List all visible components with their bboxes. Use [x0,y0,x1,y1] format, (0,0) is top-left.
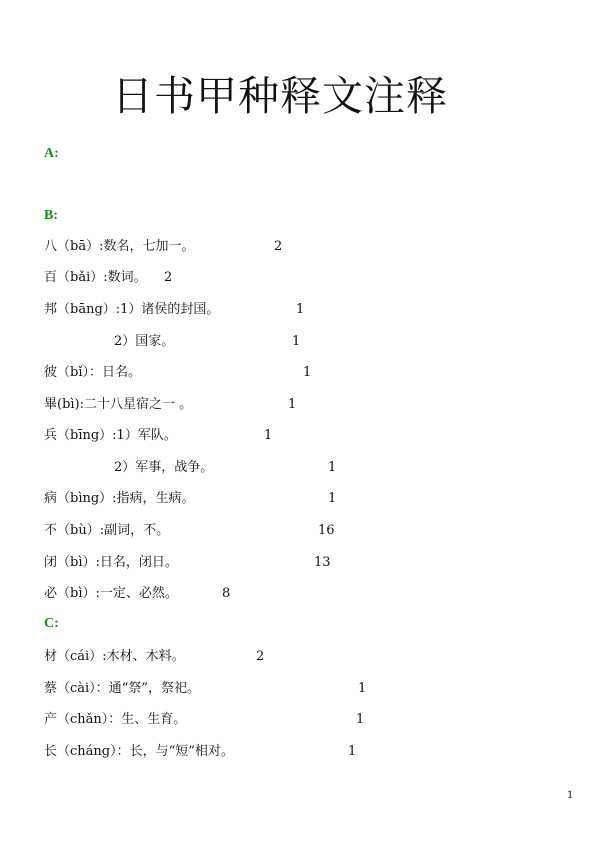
entry-text: 邦（bāng）:1）诸侯的封国。 [44,302,220,317]
entry-count: 2 [274,239,283,254]
entry-row [0,300,600,320]
section-heading-c: C: [44,616,59,631]
entry-row [0,584,600,604]
entry-row [0,395,600,415]
entry-row [0,458,600,478]
section-heading-a: A: [44,146,59,161]
entry-row [0,489,600,509]
entry-text: 2）国家。 [114,334,175,349]
entry-row [0,521,600,541]
entry-text: 产（chǎn）：生、生育。 [44,712,187,727]
section-heading-b: B: [44,208,58,223]
entry-row [0,426,600,446]
entry-row [0,679,600,699]
entry-text: 彼（bǐ）：日名。 [44,365,141,380]
entry-row [0,710,600,730]
entry-count: 8 [222,586,231,601]
entry-count: 1 [288,397,297,412]
entry-row [0,363,600,383]
entry-count: 1 [264,428,273,443]
entry-count: 2 [164,270,173,285]
entry-text: 八（bā）:数名，七加一。 [44,239,195,254]
entry-count: 1 [328,491,337,506]
entry-row [0,647,600,667]
entry-row [0,742,600,762]
entry-row [0,237,600,257]
entry-row [0,553,600,573]
entry-text: 病（bìng）:指病，生病。 [44,491,195,506]
entry-text: 必（bì）:一定、必然。 [44,586,178,601]
entry-text: 闭（bì）:日名，闭日。 [44,555,178,570]
entry-text: 蔡（cài）：通“祭”，祭祀。 [44,681,200,696]
entry-text: 畢(bì):二十八星宿之一 。 [44,397,193,412]
entry-row [0,332,600,352]
entry-text: 长（cháng）：长，与“短”相对。 [44,744,234,759]
entry-text: 材（cái）:木材、木料。 [44,649,185,664]
entry-text: 兵（bīng）:1）军队。 [44,428,177,443]
entry-text: 百（bǎi）:数词。 [44,270,147,285]
entry-count: 1 [348,744,357,759]
entry-text: 不（bù）:副词，不。 [44,523,170,538]
entry-count: 13 [314,555,331,570]
entry-count: 16 [318,523,335,538]
entry-count: 1 [358,681,367,696]
entry-row [0,268,600,288]
page-number: 1 [567,790,574,801]
entry-count: 1 [292,334,301,349]
entry-count: 1 [296,302,305,317]
entry-text: 2）军事，战争。 [114,460,214,475]
entry-count: 1 [303,365,312,380]
entry-count: 1 [356,712,365,727]
entry-count: 1 [328,460,337,475]
page-title: 日书甲种释文注释 [112,72,448,120]
entry-count: 2 [256,649,265,664]
